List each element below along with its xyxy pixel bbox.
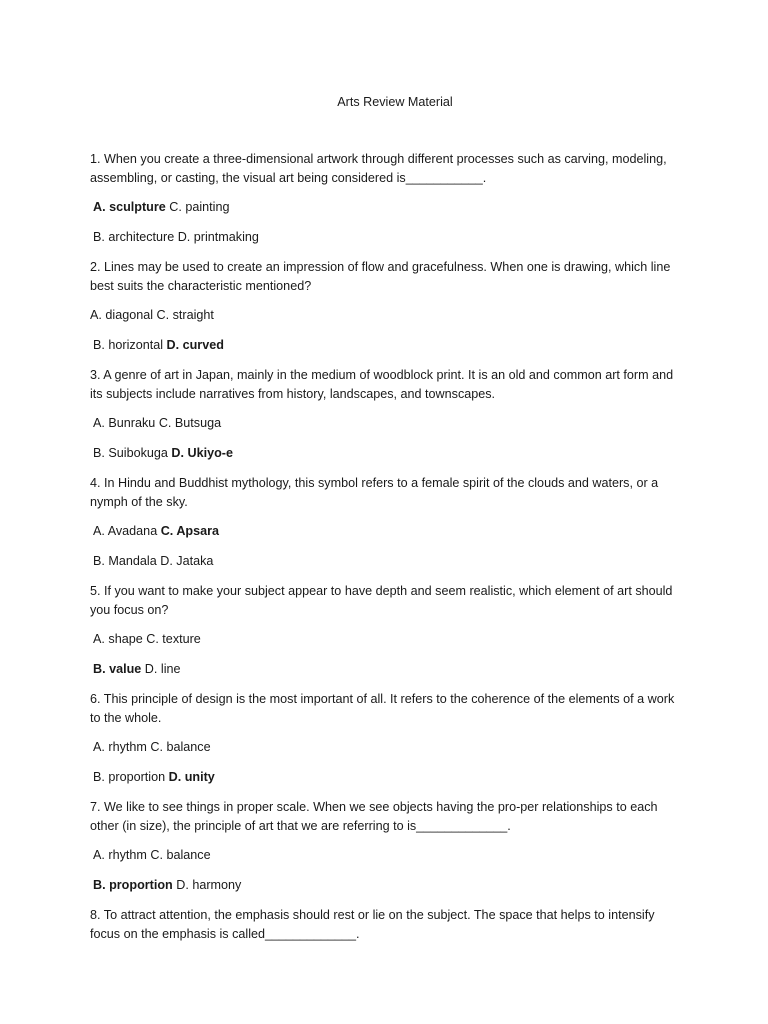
option-a: A. shape	[93, 632, 143, 646]
option-a: A. diagonal	[90, 308, 154, 322]
option-c: C. texture	[146, 632, 201, 646]
question-1	[90, 150, 682, 247]
option-b: B. Suibokuga	[93, 446, 168, 460]
option-c: C. Butsuga	[158, 416, 222, 430]
option-a-correct: A. sculpture	[93, 200, 166, 214]
question-2	[90, 258, 682, 355]
page-title: Arts Review Material	[337, 95, 453, 109]
option-c-correct: C. Apsara	[160, 524, 220, 538]
question-5	[90, 582, 682, 679]
option-row	[90, 630, 682, 649]
option-row	[90, 228, 682, 247]
option-row	[90, 444, 682, 463]
option-row	[90, 198, 682, 217]
option-b: B. horizontal	[93, 338, 164, 352]
option-d-correct: D. Ukiyo-e	[171, 446, 234, 460]
option-row	[90, 522, 682, 541]
question-text: 7. We like to see things in proper scale. When we see objects having the pro-per relationships to each other (in size), the principle of art that we are referring to is_____________.	[90, 800, 658, 833]
option-b: B. Mandala	[93, 554, 157, 568]
option-a: A. rhythm	[93, 848, 147, 862]
question-text: 4. In Hindu and Buddhist mythology, this symbol refers to a female spirit of the clouds and waters, or a nymph of the sky.	[90, 476, 659, 509]
option-row	[90, 660, 682, 679]
question-text: 8. To attract attention, the emphasis should rest or lie on the subject. The space that helps to intensify focus on the emphasis is called_____________.	[90, 908, 655, 941]
option-row	[90, 876, 682, 895]
option-c: C. painting	[169, 200, 230, 214]
question-list	[90, 150, 682, 954]
question-text: 3. A genre of art in Japan, mainly in the medium of woodblock print. It is an old and common art form and its subjects include narratives from history, landscapes, and townscapes.	[90, 368, 674, 401]
question-6	[90, 690, 682, 787]
question-7	[90, 798, 682, 895]
question-text: 6. This principle of design is the most important of all. It refers to the coherence of the elements of a work to the whole.	[90, 692, 675, 725]
option-d-correct: D. unity	[168, 770, 215, 784]
question-8	[90, 906, 682, 944]
option-a: A. rhythm	[93, 740, 147, 754]
question-text: 2. Lines may be used to create an impression of flow and gracefulness. When one is drawing, which line best suits the characteristic mentioned?	[90, 260, 671, 293]
question-text: 1. When you create a three-dimensional artwork through different processes such as carving, modeling, assembling, or casting, the visual art being considered is___________.	[90, 152, 667, 185]
option-a: A. Avadana	[93, 524, 158, 538]
question-text: 5. If you want to make your subject appear to have depth and seem realistic, which element of art should you focus on?	[90, 584, 673, 617]
option-c: C. balance	[150, 848, 211, 862]
option-c: C. straight	[156, 308, 214, 322]
option-c: C. balance	[150, 740, 211, 754]
option-d: D. line	[144, 662, 181, 676]
option-row	[90, 738, 682, 757]
option-b-correct: B. proportion	[93, 878, 173, 892]
option-d: D. harmony	[176, 878, 242, 892]
option-d: D. Jataka	[160, 554, 214, 568]
option-b: B. proportion	[93, 770, 166, 784]
option-d: D. printmaking	[177, 230, 259, 244]
question-4	[90, 474, 682, 571]
option-b: B. architecture	[93, 230, 175, 244]
option-b-correct: B. value	[93, 662, 142, 676]
option-row	[90, 768, 682, 787]
option-row	[90, 552, 682, 571]
option-row	[90, 306, 682, 325]
option-a: A. Bunraku	[93, 416, 156, 430]
option-row	[90, 846, 682, 865]
option-row	[90, 336, 682, 355]
option-row	[90, 414, 682, 433]
option-d-correct: D. curved	[166, 338, 224, 352]
question-3	[90, 366, 682, 463]
